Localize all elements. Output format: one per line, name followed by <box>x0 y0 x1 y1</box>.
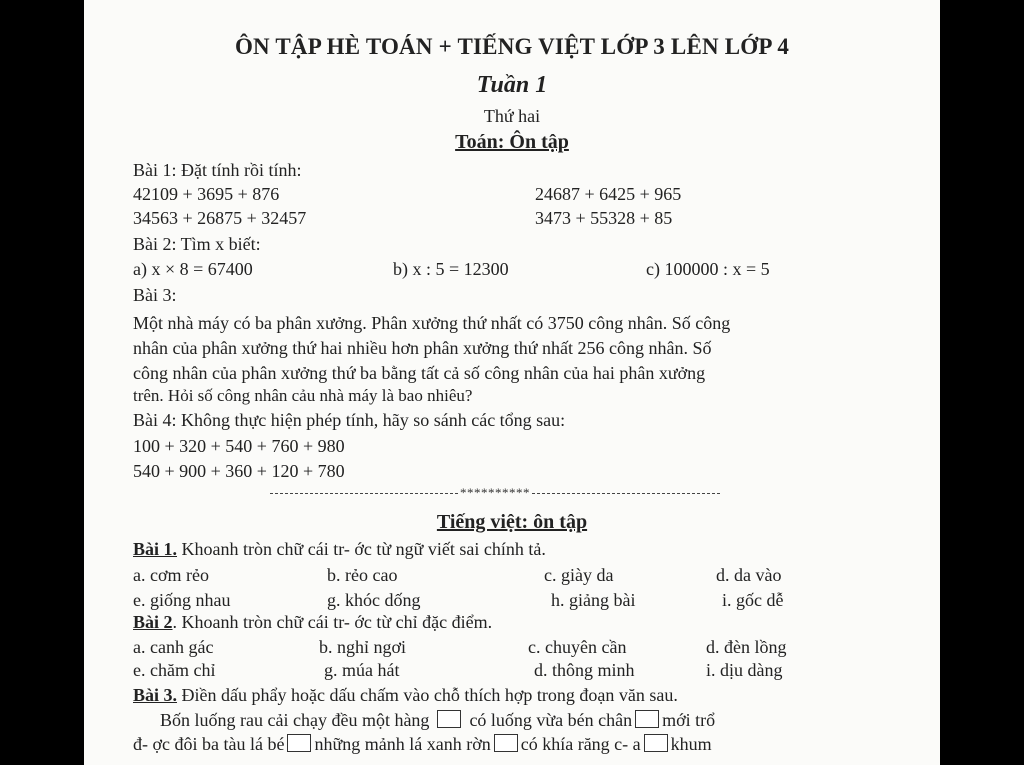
passage-segment: đ- ợc đôi ba tàu lá bé <box>133 734 285 754</box>
viet-b3-passage-line <box>133 733 712 755</box>
math-b1-item: 24687 + 6425 + 965 <box>535 184 682 204</box>
passage-segment: mới trổ <box>662 710 716 730</box>
viet-b2-option: i. dịu dàng <box>706 660 783 680</box>
worksheet-page <box>84 0 940 765</box>
viet-b3-text: Điền dấu phẩy hoặc dấu chấm vào chỗ thích hợp trong đoạn văn sau. <box>177 685 678 705</box>
viet-b1-option: e. giống nhau <box>133 590 231 610</box>
viet-b1-option: h. giảng bài <box>551 590 636 610</box>
viet-b3-label: Bài 3. <box>133 685 178 705</box>
math-b4-item: 100 + 320 + 540 + 760 + 980 <box>133 436 345 456</box>
passage-segment: có khía răng c- a <box>520 734 641 754</box>
math-b2-item: a) x × 8 = 67400 <box>133 259 253 279</box>
divider-dash <box>532 493 720 494</box>
math-heading: Toán: Ôn tập <box>455 131 569 153</box>
viet-b1-option: a. cơm rẻo <box>133 565 209 585</box>
math-b3-label: Bài 3: <box>133 285 177 305</box>
math-b3-line: Một nhà máy có ba phân xưởng. Phân xưởng thứ nhất có 3750 công nhân. Số công <box>133 313 731 333</box>
passage-segment: Bốn luống rau cải chạy đều một hàng <box>160 710 430 730</box>
passage-segment: những mảnh lá xanh rờn <box>314 734 491 754</box>
viet-b1-label: Bài 1. <box>133 539 178 559</box>
page-title: ÔN TẬP HÈ TOÁN + TIẾNG VIỆT LỚP 3 LÊN LỚP 4 <box>234 34 790 59</box>
math-b1-label: Bài 1: Đặt tính rồi tính: <box>133 160 302 180</box>
punctuation-blank-box[interactable] <box>437 710 461 728</box>
math-b1-item: 42109 + 3695 + 876 <box>133 184 280 204</box>
section-divider <box>270 485 720 501</box>
viet-b2-text: . Khoanh tròn chữ cái tr- ớc từ chỉ đặc điểm. <box>172 612 493 632</box>
viet-b1-text: Khoanh tròn chữ cái tr- ớc từ ngữ viết sai chính tả. <box>177 539 546 559</box>
viet-b1-option: b. rẻo cao <box>327 565 398 585</box>
divider-stars: ********** <box>460 485 530 500</box>
math-b3-line: công nhân của phân xưởng thứ ba bằng tất cả số công nhân của hai phân xưởng <box>133 363 706 383</box>
viet-b3-passage-line <box>160 709 715 731</box>
math-b4-label: Bài 4: Không thực hiện phép tính, hãy so sánh các tổng sau: <box>133 410 566 430</box>
viet-b2-option: c. chuyên cần <box>528 637 627 657</box>
day-label: Thứ hai <box>483 106 541 126</box>
viet-b2-option: d. đèn lồng <box>706 637 787 657</box>
math-b2-item: c) 100000 : x = 5 <box>646 259 770 279</box>
punctuation-blank-box[interactable] <box>644 734 668 752</box>
viet-b2-label: Bài 2 <box>133 612 173 632</box>
math-b2-label: Bài 2: Tìm x biết: <box>133 234 261 254</box>
week-label: Tuần 1 <box>476 72 548 98</box>
math-b2-item: b) x : 5 = 12300 <box>393 259 509 279</box>
math-b1-item: 3473 + 55328 + 85 <box>535 208 673 228</box>
viet-b1-option: c. giày da <box>544 565 614 585</box>
math-b1-item: 34563 + 26875 + 32457 <box>133 208 307 228</box>
math-b3-line: trên. Hỏi số công nhân cảu nhà máy là bao nhiêu? <box>133 386 473 405</box>
passage-segment: có luống vừa bén chân <box>469 710 633 730</box>
math-b3-line: nhân của phân xưởng thứ hai nhiều hơn phân xưởng thứ nhất 256 công nhân. Số <box>133 338 712 358</box>
viet-b2-option: g. múa hát <box>324 660 400 680</box>
divider-dash <box>270 493 458 494</box>
punctuation-blank-box[interactable] <box>635 710 659 728</box>
punctuation-blank-box[interactable] <box>494 734 518 752</box>
viet-b3-instruction <box>133 684 678 706</box>
math-b4-item: 540 + 900 + 360 + 120 + 780 <box>133 461 345 481</box>
punctuation-blank-box[interactable] <box>287 734 311 752</box>
viet-b2-option: a. canh gác <box>133 637 214 657</box>
viet-b1-option: g. khóc dống <box>327 590 421 610</box>
viet-b2-instruction <box>133 611 492 633</box>
vietnamese-heading: Tiếng việt: ôn tập <box>436 511 588 533</box>
viet-b2-option: e. chăm chỉ <box>133 660 216 680</box>
viet-b1-instruction <box>133 538 546 560</box>
viet-b1-option: d. da vào <box>716 565 782 585</box>
viet-b1-option: i. gốc dễ <box>722 590 784 610</box>
viet-b2-option: b. nghỉ ngơi <box>319 637 407 657</box>
viet-b2-option: d. thông minh <box>534 660 635 680</box>
passage-segment: khum <box>670 734 712 754</box>
